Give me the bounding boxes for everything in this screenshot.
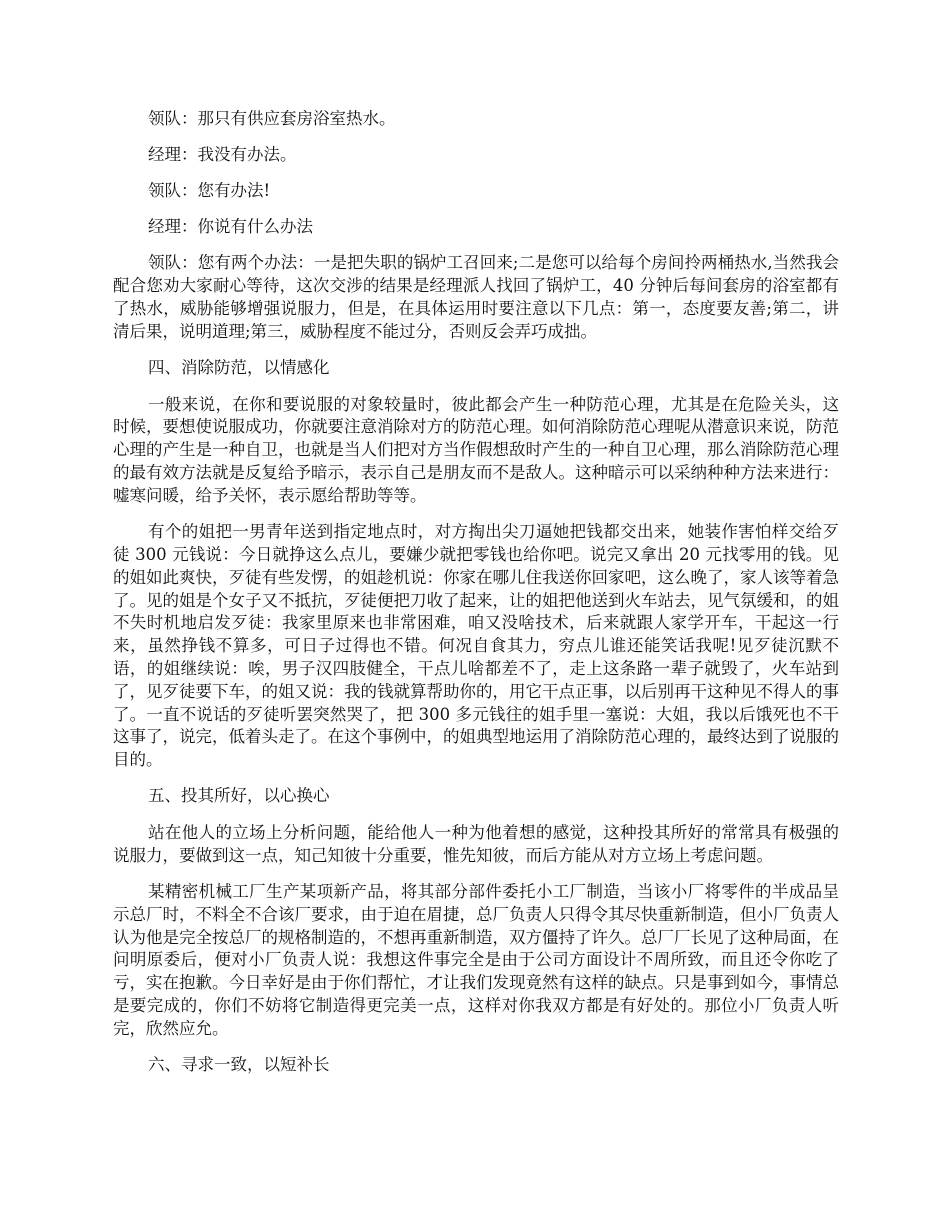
dialog-line-leader-1: 领队：那只有供应套房浴室热水。 [148,109,396,128]
paragraph-perspective: 站在他人的立场上分析问题，能给他人一种为他着想的感觉，这种投其所好的常常具有极强的说服力，要做到这一点，知己知彼十分重要，惟先知彼，而后方能从对方立场上考虑问题。 [113,822,839,865]
paragraph-taxi-driver-story: 有个的姐把一男青年送到指定地点时，对方掏出尖刀逼她把钱都交出来，她装作害怕样交给歹徒 300 元钱说：今日就挣这么点儿，要嫌少就把零钱也给你吧。说完又拿出 20 元找零用的钱。见的姐如此爽快，歹徒有些发愣，的姐趁机说：你家在哪儿住我送你回家吧，这么晚了，家人该等着急了。见的姐是个女子又不抵抗，歹徒便把刀收了起来，让的姐把他送到火车站去，见气氛缓和，的姐不失时机地启发歹徒：我家里原来也非常困难，咱又没啥技术，后来就跟人家学开车，干起这一行来，虽然挣钱不算多，可日子过得也不错。何况自食其力，穷点儿谁还能笑话我呢!见歹徒沉默不语，的姐继续说：唉，男子汉四肢健全，干点儿啥都差不了，走上这条路一辈子就毁了，火车站到了，见歹徒要下车，的姐又说：我的钱就算帮助你的，用它干点正事，以后别再干这种见不得人的事了。一直不说话的歹徒听罢突然哭了，把 300 多元钱往的姐手里一塞说：大姐，我以后饿死也不干这事了，说完，低着头走了。在这个事例中，的姐典型地运用了消除防范心理的，最终达到了说服的目的。 [113,522,839,770]
section-heading-4: 四、消除防范，以情感化 [148,358,330,378]
section-heading-5: 五、投其所好，以心换心 [148,786,330,806]
dialog-line-manager-2: 经理：你说有什么办法 [148,217,313,237]
paragraph-factory-story: 某精密机械工厂生产某项新产品，将其部分部件委托小工厂制造，当该小厂将零件的半成品呈示总厂时，不料全不合该厂要求，由于迫在眉捷，总厂负责人只得令其尽快重新制造，但小厂负责人认为他是完全按总厂的规格制造的，不想再重新制造，双方僵持了许久。总厂厂长见了这种局面，在问明原委后，便对小厂负责人说：我想这件事完全是由于公司方面设计不周所致，而且还令你吃了亏，实在抱歉。今日幸好是由于你们帮忙，才让我们发现竟然有这样的缺点。只是事到如今，事情总是要完成的，你们不妨将它制造得更完美一点，这样对你我双方都是有好处的。那位小厂负责人听完，欣然应允。 [113,882,839,1038]
document-page [113,108,839,1091]
dialog-line-manager-1: 经理：我没有办法。 [148,145,297,165]
dialog-line-leader-2: 领队：您有办法! [148,181,271,201]
paragraph-defense-psychology: 一般来说，在你和要说服的对象较量时，彼此都会产生一种防范心理，尤其是在危险关头，这时候，要想使说服成功，你就要注意消除对方的防范心理。如何消除防范心理呢从潜意识来说，防范心理的产生是一种自卫，也就是当人们把对方当作假想敌时产生的一种自卫心理，那么消除防范心理的最有效方法就是反复给予暗示，表示自己是朋友而不是敌人。这种暗示可以采纳种种方法来进行：嘘寒问暖，给予关怀，表示愿给帮助等等。 [113,394,839,505]
section-heading-6: 六、寻求一致，以短补长 [148,1055,330,1075]
paragraph-threat-conclusion: 领队：您有两个办法：一是把失职的锅炉工召回来;二是您可以给每个房间拎两桶热水,当然我会配合您劝大家耐心等待，这次交涉的结果是经理派人找回了锅炉工，40 分钟后每间套房的浴室都有了热水，威胁能够增强说服力，但是，在具体运用时要注意以下几点：第一，态度要友善;第二，讲清后果，说明道理;第三，威胁程度不能过分，否则反会弄巧成拙。 [113,253,839,341]
